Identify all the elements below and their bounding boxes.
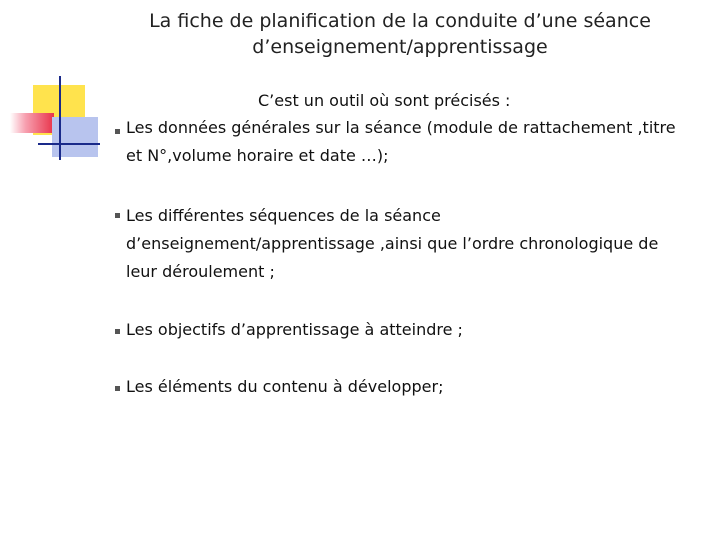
bullet-marker: [115, 213, 120, 218]
vertical-line: [59, 76, 61, 160]
red-gradient-bar: [10, 113, 54, 133]
list-item: Les données générales sur la séance (module de rattachement ,titre et N°,volume horaire et date …);: [126, 118, 676, 165]
slide-title: La fiche de planification de la conduite d’une séance d’enseignement/apprentissage: [149, 10, 651, 58]
bullet-marker: [115, 129, 120, 134]
list-item: Les différentes séquences de la séance d’enseignement/apprentissage ,ainsi que l’ordre chronologique de leur déroulement ;: [126, 206, 659, 281]
bullet-marker: [115, 386, 120, 391]
list-item: Les objectifs d’apprentissage à atteindre ;: [126, 320, 463, 339]
decorative-corner-graphic: [0, 0, 100, 170]
horizontal-line: [38, 143, 100, 145]
bullet-marker: [115, 329, 120, 334]
intro-text: C’est un outil où sont précisés :: [258, 91, 511, 110]
list-item: Les éléments du contenu à développer;: [126, 377, 444, 396]
